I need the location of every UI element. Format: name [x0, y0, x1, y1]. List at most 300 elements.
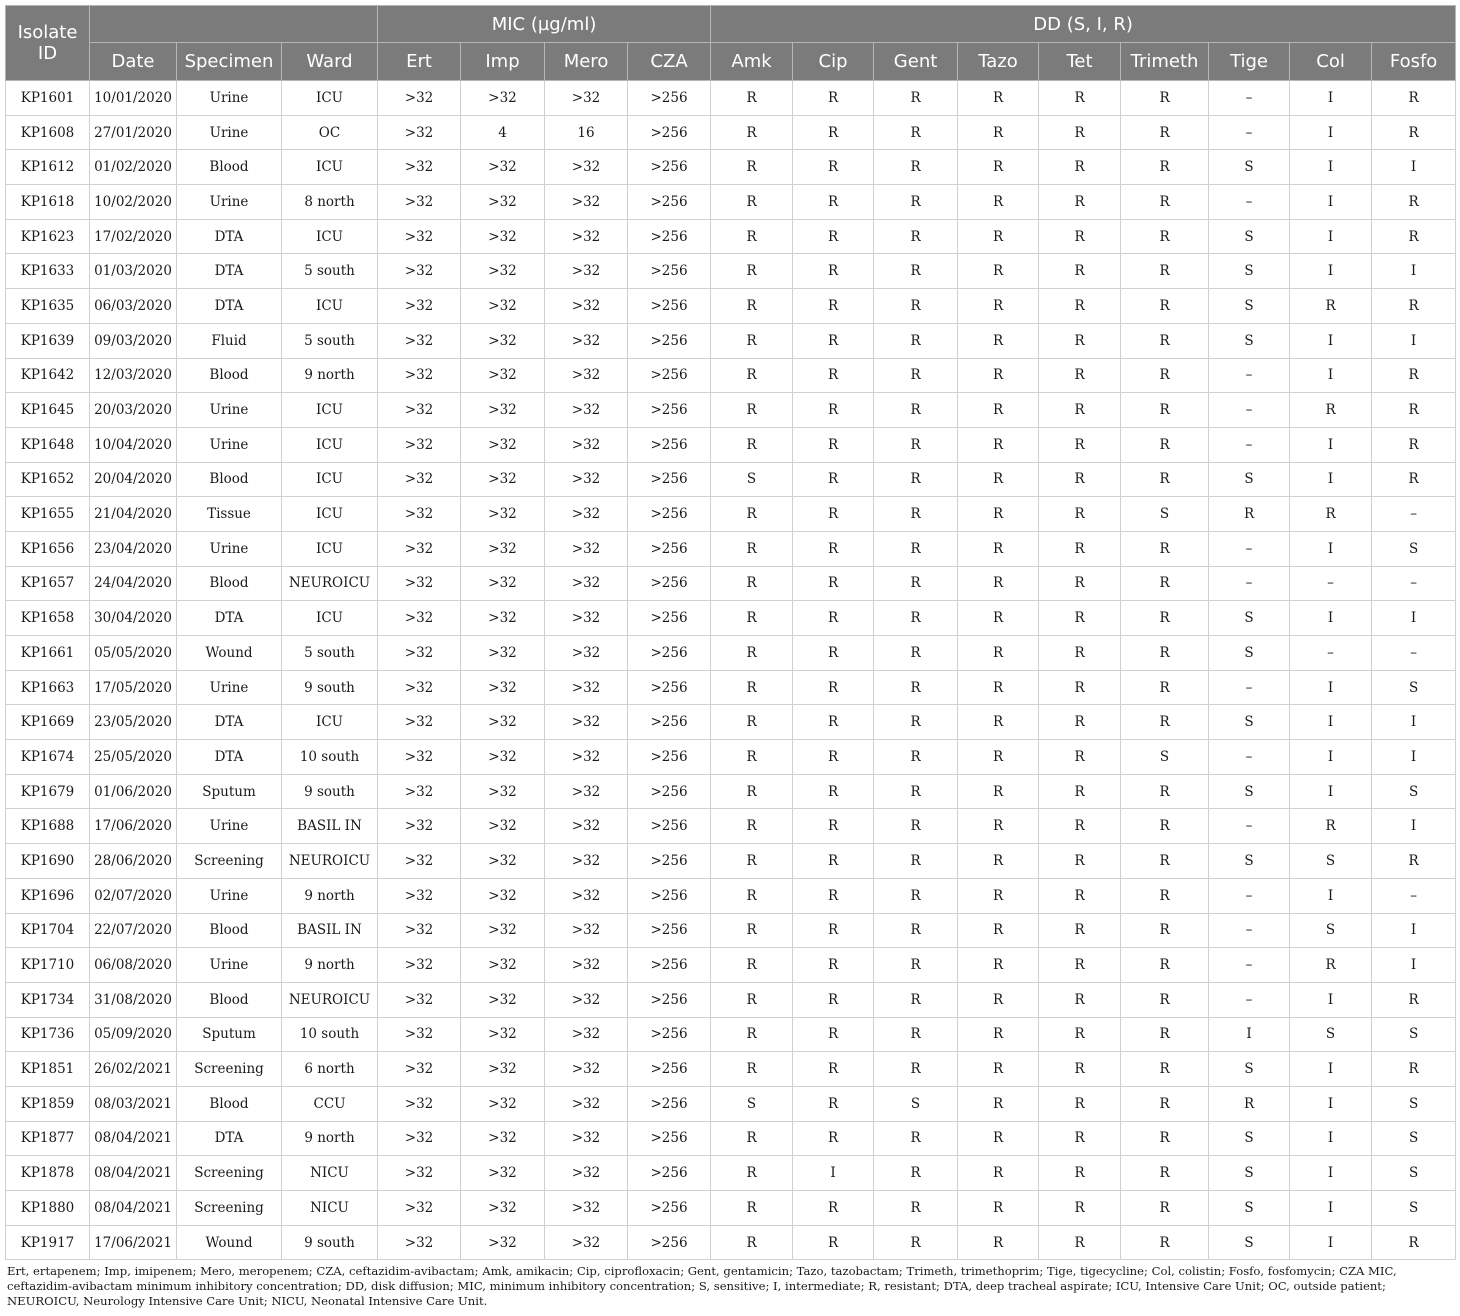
table-cell: 20/04/2020 — [90, 462, 177, 497]
table-row — [6, 115, 1456, 150]
table-cell: R — [1039, 601, 1121, 636]
table-cell: R — [793, 358, 874, 393]
table-cell: R — [1039, 878, 1121, 913]
table-cell: >32 — [545, 1017, 628, 1052]
table-cell: R — [1039, 670, 1121, 705]
table-cell: R — [793, 705, 874, 740]
table-footnote: Ert, ertapenem; Imp, imipenem; Mero, meropenem; CZA, ceftazidim-avibactam; Amk, amikacin; Cip, ciprofloxacin; Gent, gentamicin; Tazo, tazobactam; Trimeth, trimethoprim; Tige, tigecycline; Col, colistin; Fosfo, fosfomycin; CZA MIC, ceftazidim-avibactam minimum inhibitory concentration; DD, disk diffusion; MIC, minimum inhibitory concentration; S, sensitive; I, intermediate; R, resistant; DTA, deep tracheal aspirate; ICU, Intensive Care Unit; OC, outside patient; NEUROICU, Neurology Intensive Care Unit; NICU, Neonatal Intensive Care Unit. — [7, 1264, 1397, 1309]
table-cell: >256 — [628, 878, 711, 913]
table-cell: R — [1121, 948, 1209, 983]
table-cell: 31/08/2020 — [90, 982, 177, 1017]
column-header-trimeth: Trimeth — [1121, 43, 1209, 81]
isolate-id-cell: KP1655 — [6, 497, 90, 532]
table-cell: >256 — [628, 948, 711, 983]
table-cell: I — [1290, 740, 1372, 775]
table-cell: R — [793, 462, 874, 497]
table-cell: >32 — [378, 81, 461, 116]
table-cell: 10 south — [282, 1017, 378, 1052]
isolate-id-cell: KP1851 — [6, 1052, 90, 1087]
column-header-tazo: Tazo — [958, 43, 1039, 81]
table-cell: R — [1039, 1225, 1121, 1260]
table-cell: DTA — [177, 601, 282, 636]
table-cell: S — [1209, 1156, 1290, 1191]
table-cell: R — [711, 1191, 793, 1226]
table-cell: R — [874, 1017, 958, 1052]
table-cell: >32 — [378, 358, 461, 393]
table-cell: >32 — [545, 913, 628, 948]
table-cell: Urine — [177, 81, 282, 116]
table-cell: – — [1209, 566, 1290, 601]
table-row — [6, 323, 1456, 358]
table-cell: R — [711, 878, 793, 913]
table-cell: >256 — [628, 115, 711, 150]
table-cell: 27/01/2020 — [90, 115, 177, 150]
table-row — [6, 427, 1456, 462]
table-cell: >32 — [378, 115, 461, 150]
table-cell: S — [1209, 1121, 1290, 1156]
table-cell: R — [1209, 497, 1290, 532]
table-cell: R — [1121, 81, 1209, 116]
isolate-id-cell: KP1669 — [6, 705, 90, 740]
table-cell: >32 — [545, 878, 628, 913]
table-cell: R — [1372, 462, 1456, 497]
table-cell: R — [1039, 219, 1121, 254]
table-row — [6, 150, 1456, 185]
table-cell: >32 — [545, 531, 628, 566]
table-cell: R — [711, 705, 793, 740]
table-cell: R — [958, 462, 1039, 497]
column-header-ert: Ert — [378, 43, 461, 81]
table-cell: R — [958, 566, 1039, 601]
table-cell: >32 — [378, 185, 461, 220]
table-cell: R — [958, 289, 1039, 324]
table-cell: Sputum — [177, 1017, 282, 1052]
table-cell: R — [711, 1017, 793, 1052]
table-cell: S — [711, 462, 793, 497]
table-cell: >256 — [628, 531, 711, 566]
table-cell: R — [711, 601, 793, 636]
table-cell: S — [1209, 219, 1290, 254]
table-cell: S — [1372, 1086, 1456, 1121]
table-cell: >32 — [378, 1086, 461, 1121]
table-cell: >256 — [628, 1191, 711, 1226]
table-cell: 10/02/2020 — [90, 185, 177, 220]
table-cell: R — [1039, 150, 1121, 185]
table-cell: >256 — [628, 462, 711, 497]
table-cell: R — [793, 219, 874, 254]
table-cell: >32 — [378, 774, 461, 809]
table-cell: >32 — [545, 1156, 628, 1191]
table-cell: ICU — [282, 393, 378, 428]
table-cell: R — [711, 497, 793, 532]
table-cell: 17/06/2020 — [90, 809, 177, 844]
table-cell: Blood — [177, 982, 282, 1017]
table-cell: >32 — [378, 670, 461, 705]
table-cell: R — [793, 809, 874, 844]
table-cell: >32 — [545, 81, 628, 116]
table-cell: R — [793, 427, 874, 462]
table-cell: R — [1121, 1191, 1209, 1226]
table-row — [6, 462, 1456, 497]
table-cell: >32 — [378, 323, 461, 358]
table-cell: >32 — [461, 1191, 545, 1226]
table-cell: R — [958, 913, 1039, 948]
table-cell: S — [1121, 497, 1209, 532]
table-cell: 01/02/2020 — [90, 150, 177, 185]
table-cell: >32 — [545, 982, 628, 1017]
header-isolate-id: Isolate ID — [6, 6, 90, 81]
table-cell: 9 south — [282, 774, 378, 809]
isolate-id-cell: KP1878 — [6, 1156, 90, 1191]
table-cell: R — [874, 601, 958, 636]
table-cell: R — [874, 740, 958, 775]
table-cell: R — [874, 1052, 958, 1087]
table-cell: – — [1209, 948, 1290, 983]
table-cell: R — [1290, 393, 1372, 428]
table-cell: Blood — [177, 462, 282, 497]
table-cell: I — [1372, 809, 1456, 844]
table-cell: >32 — [545, 601, 628, 636]
table-cell: DTA — [177, 254, 282, 289]
table-cell: I — [1290, 982, 1372, 1017]
table-cell: >32 — [461, 150, 545, 185]
table-cell: – — [1372, 636, 1456, 671]
table-cell: R — [958, 115, 1039, 150]
table-cell: >32 — [378, 636, 461, 671]
table-cell: R — [711, 1225, 793, 1260]
table-cell: R — [1039, 115, 1121, 150]
isolate-id-cell: KP1642 — [6, 358, 90, 393]
table-cell: R — [793, 150, 874, 185]
table-cell: R — [874, 913, 958, 948]
isolate-id-cell: KP1656 — [6, 531, 90, 566]
isolate-id-cell: KP1608 — [6, 115, 90, 150]
table-cell: ICU — [282, 462, 378, 497]
table-cell: R — [1121, 427, 1209, 462]
table-cell: R — [1039, 393, 1121, 428]
table-cell: NEUROICU — [282, 982, 378, 1017]
table-cell: R — [793, 982, 874, 1017]
table-cell: R — [793, 1121, 874, 1156]
table-cell: >256 — [628, 358, 711, 393]
isolate-id-cell: KP1645 — [6, 393, 90, 428]
table-cell: I — [1290, 358, 1372, 393]
table-row — [6, 740, 1456, 775]
table-cell: >32 — [545, 566, 628, 601]
table-cell: >32 — [378, 219, 461, 254]
table-cell: R — [1290, 497, 1372, 532]
table-cell: R — [1039, 358, 1121, 393]
table-cell: R — [1039, 705, 1121, 740]
table-cell: R — [874, 705, 958, 740]
table-cell: >32 — [378, 1191, 461, 1226]
table-cell: R — [1372, 393, 1456, 428]
table-cell: R — [793, 1017, 874, 1052]
table-cell: Urine — [177, 948, 282, 983]
table-cell: R — [874, 323, 958, 358]
table-cell: >32 — [461, 774, 545, 809]
table-cell: >256 — [628, 705, 711, 740]
table-cell: 10/01/2020 — [90, 81, 177, 116]
table-cell: >32 — [378, 1225, 461, 1260]
table-cell: >32 — [461, 1225, 545, 1260]
table-cell: R — [793, 774, 874, 809]
table-cell: 06/03/2020 — [90, 289, 177, 324]
table-cell: NEUROICU — [282, 566, 378, 601]
table-cell: >32 — [461, 254, 545, 289]
table-cell: R — [711, 427, 793, 462]
table-cell: ICU — [282, 81, 378, 116]
table-cell: R — [1372, 1052, 1456, 1087]
table-cell: >32 — [545, 427, 628, 462]
table-cell: >32 — [461, 462, 545, 497]
table-cell: >32 — [378, 1156, 461, 1191]
table-cell: >256 — [628, 740, 711, 775]
table-cell: R — [1121, 705, 1209, 740]
table-cell: Urine — [177, 115, 282, 150]
column-header-cip: Cip — [793, 43, 874, 81]
table-cell: R — [1121, 1017, 1209, 1052]
table-row — [6, 254, 1456, 289]
table-cell: >32 — [545, 462, 628, 497]
table-cell: R — [1121, 1121, 1209, 1156]
table-cell: >32 — [545, 774, 628, 809]
table-cell: R — [874, 497, 958, 532]
table-cell: R — [793, 393, 874, 428]
table-cell: R — [793, 81, 874, 116]
table-cell: >32 — [461, 913, 545, 948]
table-cell: R — [958, 601, 1039, 636]
table-cell: R — [1290, 809, 1372, 844]
table-cell: >32 — [545, 1225, 628, 1260]
table-cell: I — [1290, 774, 1372, 809]
table-cell: R — [711, 774, 793, 809]
table-cell: R — [874, 219, 958, 254]
table-cell: I — [1290, 1156, 1372, 1191]
table-cell: >32 — [461, 844, 545, 879]
table-cell: R — [793, 636, 874, 671]
table-cell: >32 — [461, 531, 545, 566]
table-cell: >32 — [545, 844, 628, 879]
table-cell: R — [1372, 358, 1456, 393]
isolate-id-cell: KP1661 — [6, 636, 90, 671]
table-row — [6, 1121, 1456, 1156]
table-cell: NICU — [282, 1191, 378, 1226]
table-cell: R — [711, 150, 793, 185]
table-cell: R — [711, 115, 793, 150]
table-row — [6, 809, 1456, 844]
column-header-ward: Ward — [282, 43, 378, 81]
table-cell: R — [1039, 81, 1121, 116]
table-row — [6, 1052, 1456, 1087]
table-cell: R — [1372, 185, 1456, 220]
table-cell: R — [711, 636, 793, 671]
isolate-id-cell: KP1601 — [6, 81, 90, 116]
table-body — [6, 81, 1456, 1260]
table-row — [6, 878, 1456, 913]
table-cell: R — [711, 566, 793, 601]
table-cell: >32 — [545, 254, 628, 289]
table-cell: >32 — [378, 289, 461, 324]
isolate-id-cell: KP1674 — [6, 740, 90, 775]
table-cell: R — [711, 289, 793, 324]
table-cell: R — [958, 323, 1039, 358]
table-cell: Urine — [177, 531, 282, 566]
table-cell: R — [1039, 913, 1121, 948]
isolate-id-cell: KP1880 — [6, 1191, 90, 1226]
table-cell: – — [1209, 878, 1290, 913]
table-cell: R — [711, 323, 793, 358]
table-cell: S — [1372, 1191, 1456, 1226]
table-cell: R — [1121, 913, 1209, 948]
table-cell: S — [1209, 774, 1290, 809]
table-cell: 23/05/2020 — [90, 705, 177, 740]
table-cell: R — [1039, 774, 1121, 809]
table-cell: I — [1209, 1017, 1290, 1052]
table-cell: >32 — [378, 1017, 461, 1052]
table-cell: >32 — [461, 670, 545, 705]
table-cell: – — [1209, 115, 1290, 150]
table-cell: R — [711, 1052, 793, 1087]
table-cell: I — [1372, 740, 1456, 775]
table-cell: >256 — [628, 427, 711, 462]
table-cell: >32 — [461, 427, 545, 462]
table-cell: ICU — [282, 289, 378, 324]
table-cell: R — [1039, 1052, 1121, 1087]
table-cell: >32 — [545, 1052, 628, 1087]
table-cell: R — [874, 358, 958, 393]
table-cell: R — [793, 740, 874, 775]
table-cell: R — [958, 844, 1039, 879]
table-cell: >32 — [378, 601, 461, 636]
column-header-gent: Gent — [874, 43, 958, 81]
table-cell: R — [874, 531, 958, 566]
table-cell: Urine — [177, 878, 282, 913]
table-row — [6, 289, 1456, 324]
table-row — [6, 670, 1456, 705]
table-cell: >32 — [545, 1191, 628, 1226]
table-row — [6, 358, 1456, 393]
table-cell: R — [874, 774, 958, 809]
table-cell: R — [958, 705, 1039, 740]
table-cell: Blood — [177, 150, 282, 185]
column-header-cza: CZA — [628, 43, 711, 81]
table-cell: R — [958, 982, 1039, 1017]
table-cell: I — [1290, 705, 1372, 740]
table-row — [6, 948, 1456, 983]
table-cell: R — [1121, 844, 1209, 879]
table-cell: >256 — [628, 1017, 711, 1052]
isolate-id-cell: KP1704 — [6, 913, 90, 948]
table-cell: 24/04/2020 — [90, 566, 177, 601]
table-cell: ICU — [282, 705, 378, 740]
table-row — [6, 393, 1456, 428]
table-cell: S — [1372, 774, 1456, 809]
table-cell: R — [1121, 601, 1209, 636]
table-cell: R — [793, 601, 874, 636]
table-row — [6, 1156, 1456, 1191]
table-cell: R — [1039, 462, 1121, 497]
table-cell: R — [1372, 115, 1456, 150]
table-cell: R — [793, 913, 874, 948]
table-cell: >32 — [545, 358, 628, 393]
table-cell: S — [1209, 601, 1290, 636]
table-cell: 17/02/2020 — [90, 219, 177, 254]
table-cell: S — [1209, 462, 1290, 497]
table-cell: R — [958, 1086, 1039, 1121]
table-cell: R — [793, 531, 874, 566]
isolate-id-cell: KP1658 — [6, 601, 90, 636]
table-cell: Screening — [177, 844, 282, 879]
table-cell: >256 — [628, 81, 711, 116]
table-cell: 05/05/2020 — [90, 636, 177, 671]
table-cell: >256 — [628, 913, 711, 948]
table-row — [6, 982, 1456, 1017]
table-cell: R — [711, 670, 793, 705]
table-row — [6, 1191, 1456, 1226]
table-cell: I — [1372, 601, 1456, 636]
table-cell: Wound — [177, 636, 282, 671]
table-cell: >32 — [461, 1086, 545, 1121]
isolate-id-cell: KP1859 — [6, 1086, 90, 1121]
table-cell: 16 — [545, 115, 628, 150]
table-cell: – — [1209, 809, 1290, 844]
table-cell: >256 — [628, 774, 711, 809]
table-cell: Wound — [177, 1225, 282, 1260]
table-cell: 17/05/2020 — [90, 670, 177, 705]
table-row — [6, 1225, 1456, 1260]
table-cell: >32 — [461, 289, 545, 324]
isolate-id-cell: KP1639 — [6, 323, 90, 358]
table-cell: ICU — [282, 219, 378, 254]
table-cell: >32 — [461, 740, 545, 775]
table-cell: Urine — [177, 427, 282, 462]
table-cell: >32 — [545, 670, 628, 705]
table-cell: R — [874, 115, 958, 150]
table-cell: – — [1209, 393, 1290, 428]
table-cell: S — [1372, 1121, 1456, 1156]
table-cell: R — [711, 948, 793, 983]
table-cell: >32 — [378, 531, 461, 566]
table-cell: R — [1039, 809, 1121, 844]
table-cell: Urine — [177, 185, 282, 220]
table-row — [6, 705, 1456, 740]
table-cell: I — [1290, 1191, 1372, 1226]
header-mic-group: MIC (µg/ml) — [378, 6, 711, 43]
table-cell: I — [1290, 427, 1372, 462]
table-cell: I — [1290, 1225, 1372, 1260]
table-cell: R — [958, 150, 1039, 185]
table-cell: R — [1039, 323, 1121, 358]
table-cell: R — [1039, 1121, 1121, 1156]
table-cell: >256 — [628, 1121, 711, 1156]
table-cell: 9 south — [282, 670, 378, 705]
table-cell: 08/03/2021 — [90, 1086, 177, 1121]
table-cell: >256 — [628, 1052, 711, 1087]
table-cell: S — [1372, 1156, 1456, 1191]
table-row — [6, 185, 1456, 220]
table-cell: >32 — [545, 497, 628, 532]
isolate-id-cell: KP1612 — [6, 150, 90, 185]
table-cell: R — [874, 289, 958, 324]
table-cell: R — [1121, 289, 1209, 324]
column-header-amk: Amk — [711, 43, 793, 81]
table-cell: R — [1039, 254, 1121, 289]
table-cell: >32 — [545, 948, 628, 983]
table-cell: R — [958, 393, 1039, 428]
table-cell: R — [958, 1225, 1039, 1260]
table-cell: >32 — [545, 323, 628, 358]
